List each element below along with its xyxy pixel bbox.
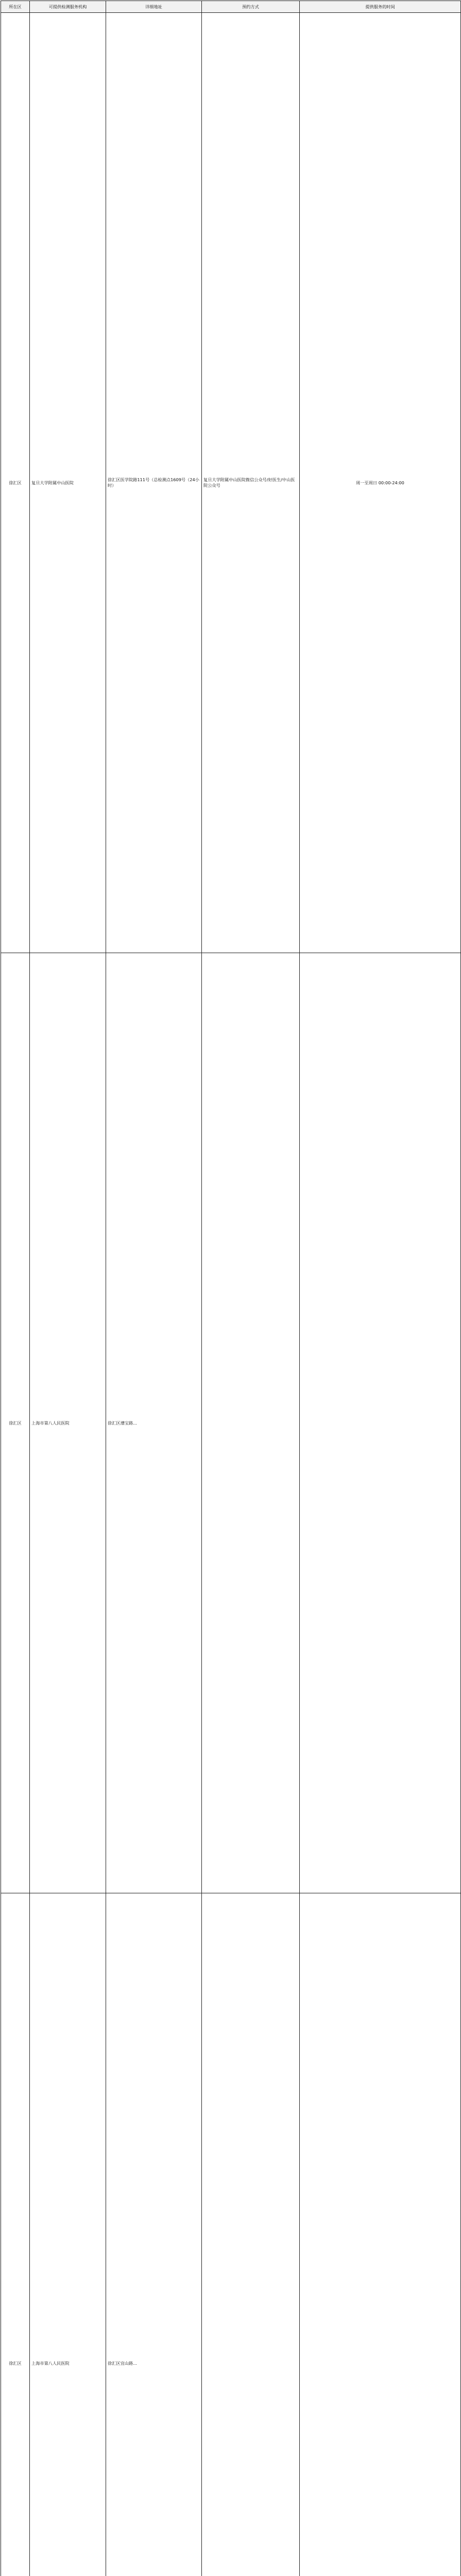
institution-cell: 上海市第八人民医院 <box>30 1893 106 2576</box>
district-cell: 徐汇区 <box>1 953 30 1893</box>
district-cell: 徐汇区 <box>1 1893 30 2576</box>
header-booking: 预约方式 <box>202 1 300 13</box>
header-address: 详细地址 <box>106 1 202 13</box>
booking-cell <box>202 1893 300 2576</box>
header-row <box>1 1 461 13</box>
address-cell: 徐汇区医学院路111号（总检测点1609号（24小时） <box>106 13 202 953</box>
table-row <box>1 953 461 1893</box>
header-district: 所在区 <box>1 1 30 13</box>
booking-cell: 复旦大学附属中山医院微信公众号/好医生/中山医院公众号 <box>202 13 300 953</box>
table-body <box>1 13 461 2576</box>
address-cell: 徐汇区漕宝路... <box>106 953 202 1893</box>
header-hours: 提供服务的时间 <box>300 1 461 13</box>
table-row <box>1 1893 461 2576</box>
hours-cell <box>300 953 461 1893</box>
header-institution: 可提供检测服务机构 <box>30 1 106 13</box>
table-row <box>1 13 461 953</box>
covid-test-site-table <box>1 1 461 2576</box>
institution-cell: 上海市第八人民医院 <box>30 953 106 1893</box>
hours-cell: 周一至周日 00:00-24:00 <box>300 13 461 953</box>
district-cell: 徐汇区 <box>1 13 30 953</box>
hours-cell <box>300 1893 461 2576</box>
institution-cell: 复旦大学附属中山医院 <box>30 13 106 953</box>
booking-cell <box>202 953 300 1893</box>
address-cell: 徐汇区宜山路... <box>106 1893 202 2576</box>
